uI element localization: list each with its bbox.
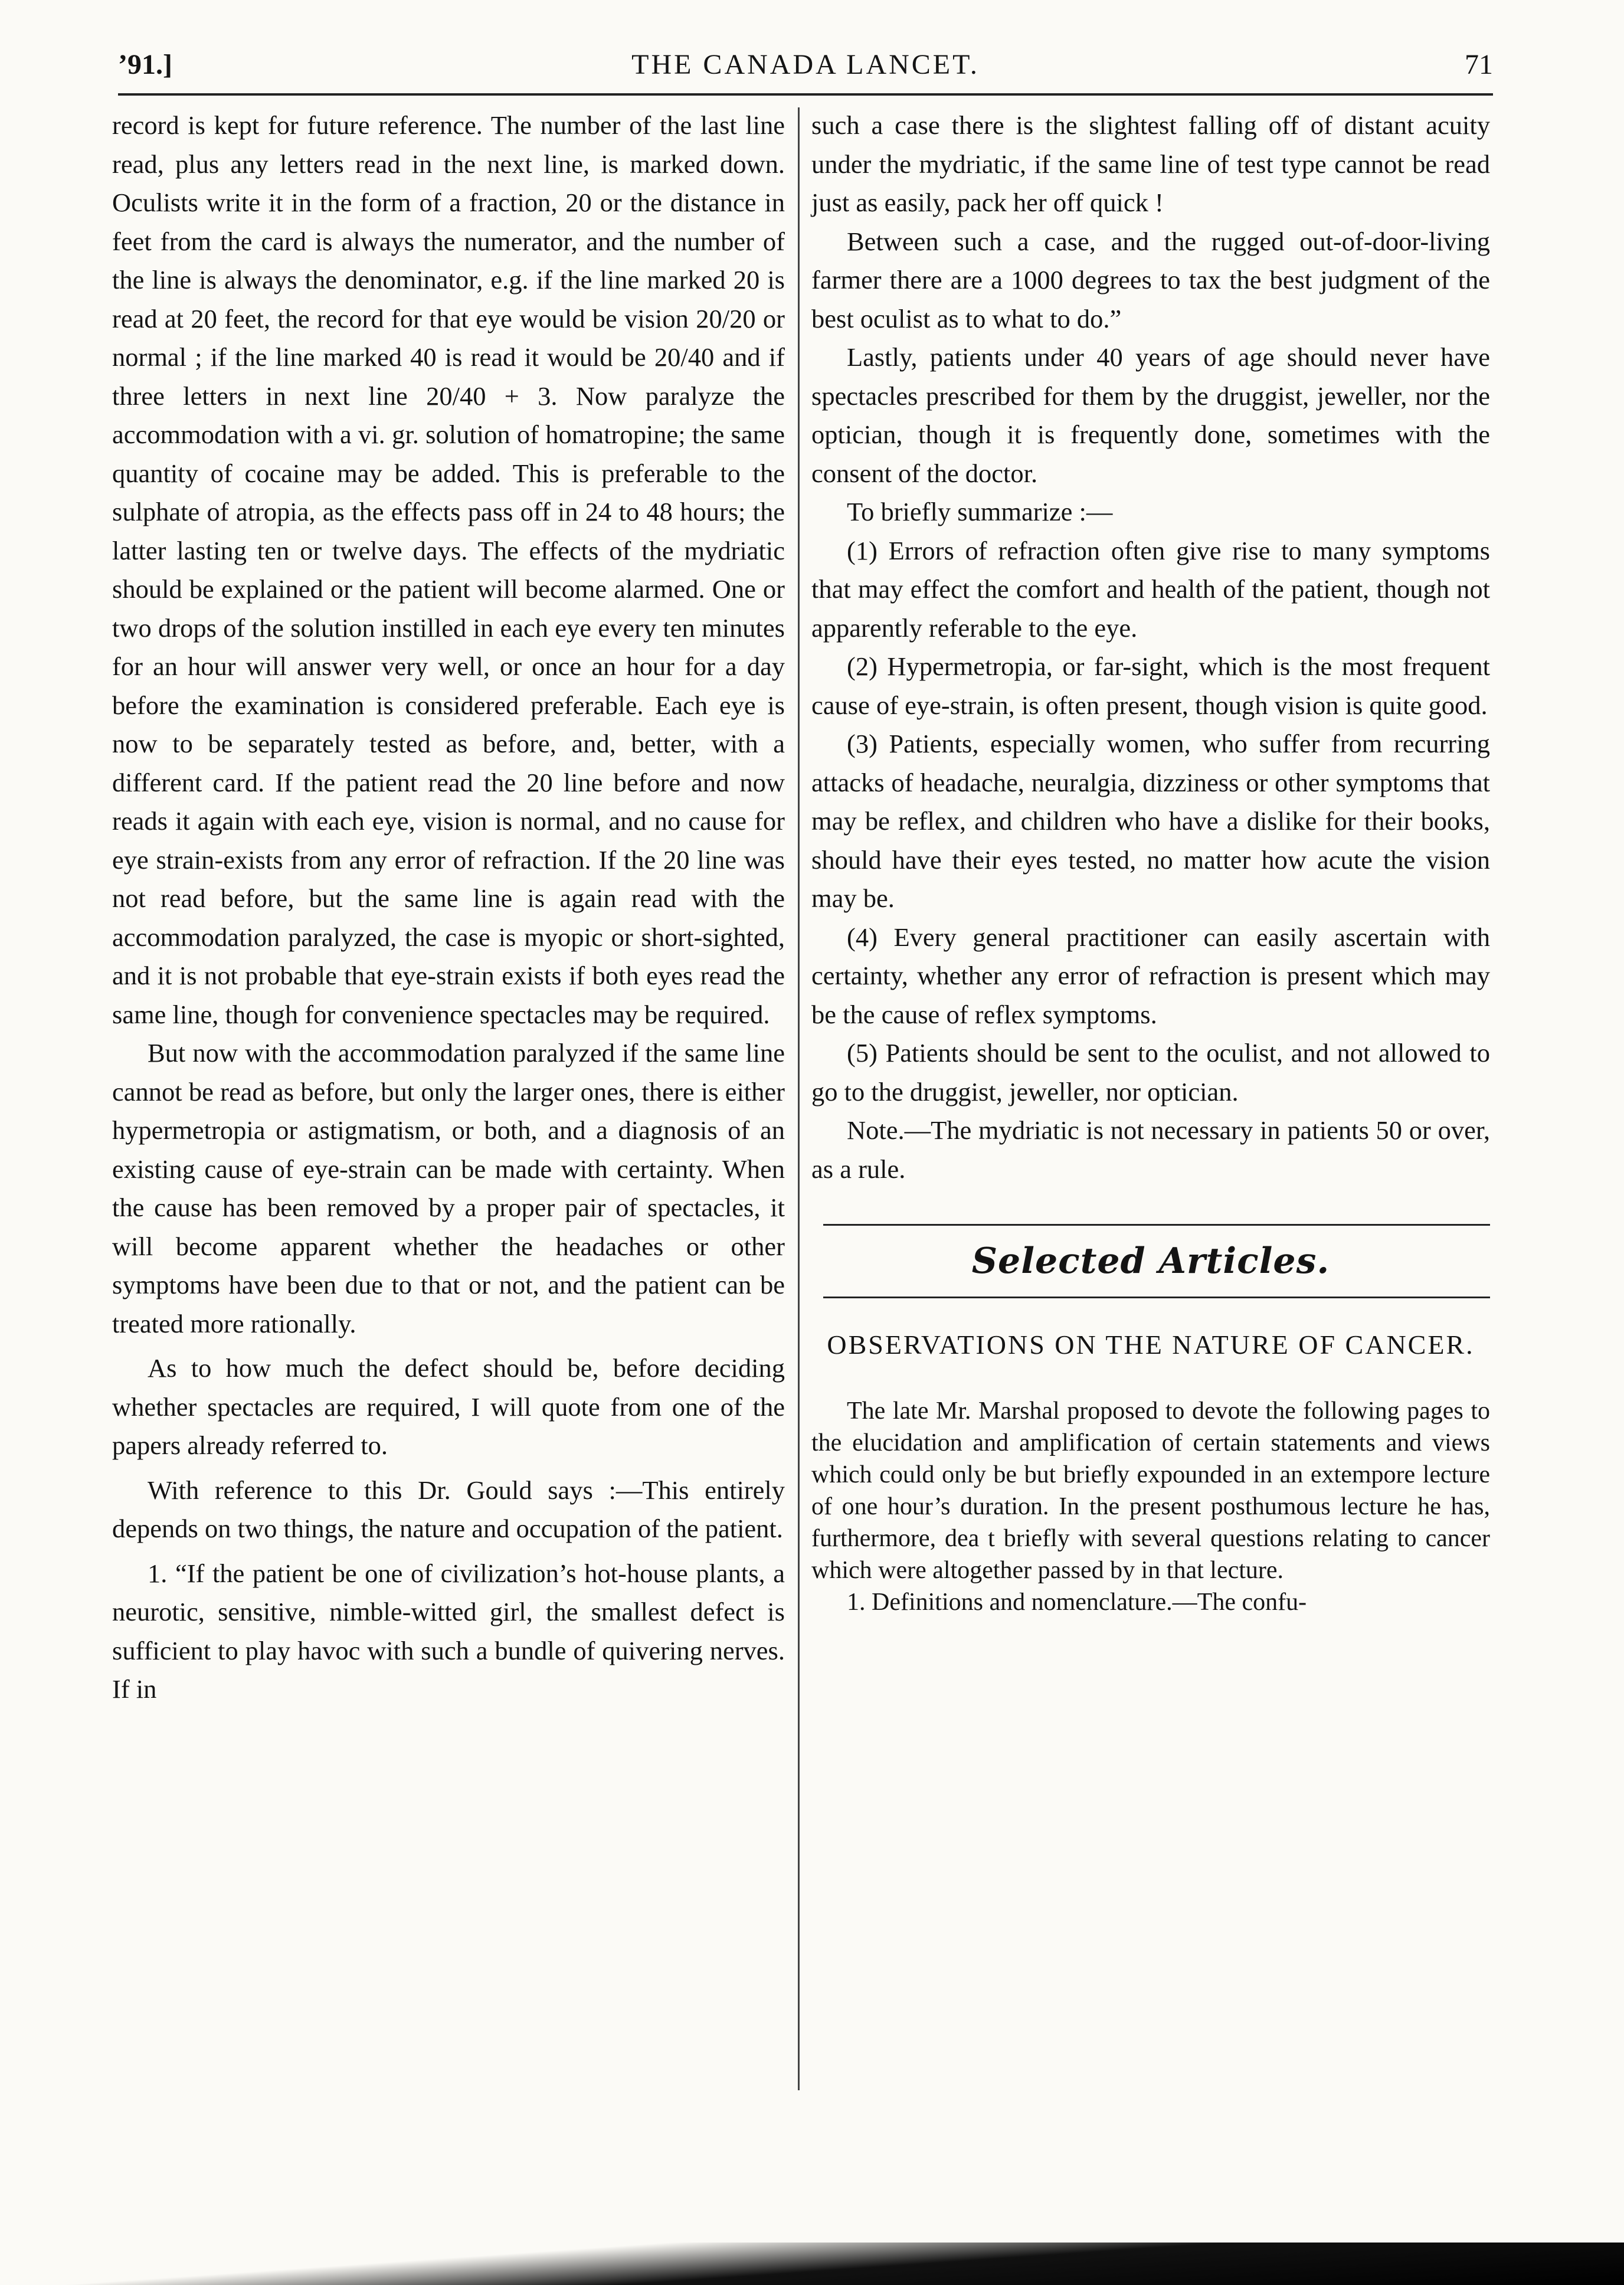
article-paragraph-1: The late Mr. Marshal proposed to devote the following pages to the elucidation and amplification of certain statements and views which could only be but briefly expounded in an extempore lecture of one hour’s duration. In the present posthumous lecture he has, furthermore, dea t briefly with several questions relating to cancer which were altogether passed by in that lecture. <box>811 1397 1490 1584</box>
right-paragraph-3: Lastly, patients under 40 years of age should never have spectacles prescribed for them by the druggist, jeweller, nor the optician, though it is frequently done, sometimes with the consent of the doctor. <box>811 342 1490 488</box>
left-paragraph-4: With reference to this Dr. Gould says :—This entirely depends on two things, the nature and occupation of the patient. <box>112 1475 785 1543</box>
running-header <box>118 48 1493 96</box>
left-paragraph-2: But now with the accommodation paralyzed if the same line cannot be read as before, but only the larger ones, there is either hypermetropia or astigmatism, or both, and a diagnosis of an existing cause of eye-strain can be made with certainty. When the cause has been removed by a proper pair of spectacles, it will become apparent whether the headaches or other symptoms have been due to that or not, and the patient can be treated more rationally. <box>112 1038 785 1338</box>
left-paragraph-1: record is kept for future reference. The number of the last line read, plus any letters read in the next line, is marked down. Oculists write it in the form of a fraction, 20 or the distance in feet from the card is always the numerator, and the number of the line is always the denominator, e.g. if the line marked 20 is read at 20 feet, the record for that eye would be vision 20/20 or normal ; if the line marked 40 is read it would be 20/40 and if three letters in next line 20/40 + 3. Now paralyze the accommodation with a vi. gr. solution of homatropine; the same quantity of cocaine may be added. This is preferable to the sulphate of atropia, as the effects pass off in 24 to 48 hours; the latter lasting ten or twelve days. The effects of the mydriatic should be explained or the patient will become alarmed. One or two drops of the solution instilled in each eye every ten minutes for an hour will answer very well, or once an hour for a day before the examination is considered preferable. Each eye is now to be separately tested as before, and, better, with a different card. If the patient read the 20 line before and now reads it again with each eye, vision is normal, and no cause for eye strain-exists from any error of refraction. If the 20 line was not read before, but the same line is again read with the accommodation paralyzed, the case is myopic or short-sighted, and it is not probable that eye-strain exists if both eyes read the same line, though for convenience spectacles may be required. <box>112 110 785 1029</box>
article-paragraph-2: 1. Definitions and nomenclature.—The confu- <box>847 1589 1307 1616</box>
header-rule <box>118 93 1493 96</box>
left-paragraph-3: As to how much the defect should be, before deciding whether spectacles are required, I will quote from one of the papers already referred to. <box>112 1353 785 1460</box>
page-number: 71 <box>1465 49 1493 80</box>
left-column <box>112 106 785 1709</box>
summary-item-2: (2) Hypermetropia, or far-sight, which is the most frequent cause of eye-strain, is often present, though vision is quite good. <box>811 652 1490 720</box>
right-paragraph-1: such a case there is the slightest falling off of distant acuity under the mydriatic, if the same line of test type cannot be read just as easily, pack her off quick ! <box>811 110 1490 217</box>
section-heading: Selected Articles. <box>971 1240 1330 1282</box>
article-body <box>811 1395 1490 1618</box>
left-paragraph-5: 1. “If the patient be one of civilization’s hot-house plants, a neurotic, sensitive, nimble-witted girl, the smallest defect is sufficient to play havoc with such a bundle of quivering nerves. If in <box>112 1558 785 1704</box>
right-paragraph-4: To briefly summarize :— <box>847 497 1113 526</box>
summary-item-4: (4) Every general practitioner can easily ascertain with certainty, whether any error of refraction is present which may be the cause of reflex symptoms. <box>811 922 1490 1029</box>
scan-edge-shadow <box>0 2243 1624 2285</box>
column-divider <box>798 107 800 2090</box>
summary-item-5: (5) Patients should be sent to the oculist, and not allowed to go to the druggist, jeweller, nor optician. <box>811 1038 1490 1107</box>
summary-item-3: (3) Patients, especially women, who suffer from recurring attacks of headache, neuralgia, dizziness or other symptoms that may be reflex, and children who have a dislike for their books, should have their eyes tested, no matter how acute the vision may be. <box>811 729 1490 913</box>
note-paragraph: Note.—The mydriatic is not necessary in patients 50 or over, as a rule. <box>811 1115 1490 1184</box>
header-year: ’91.] <box>118 49 172 80</box>
journal-title: THE CANADA LANCET. <box>631 49 980 80</box>
section-rule-bottom <box>823 1297 1490 1298</box>
article-title: OBSERVATIONS ON THE NATURE OF CANCER. <box>827 1330 1475 1360</box>
right-paragraph-2: Between such a case, and the rugged out-of-door-living farmer there are a 1000 degrees to tax the best judgment of the best oculist as to what to do.” <box>811 226 1490 333</box>
summary-item-1: (1) Errors of refraction often give rise to many symptoms that may effect the comfort and health of the patient, though not apparently referable to the eye. <box>811 535 1490 643</box>
right-column <box>811 106 1490 1618</box>
